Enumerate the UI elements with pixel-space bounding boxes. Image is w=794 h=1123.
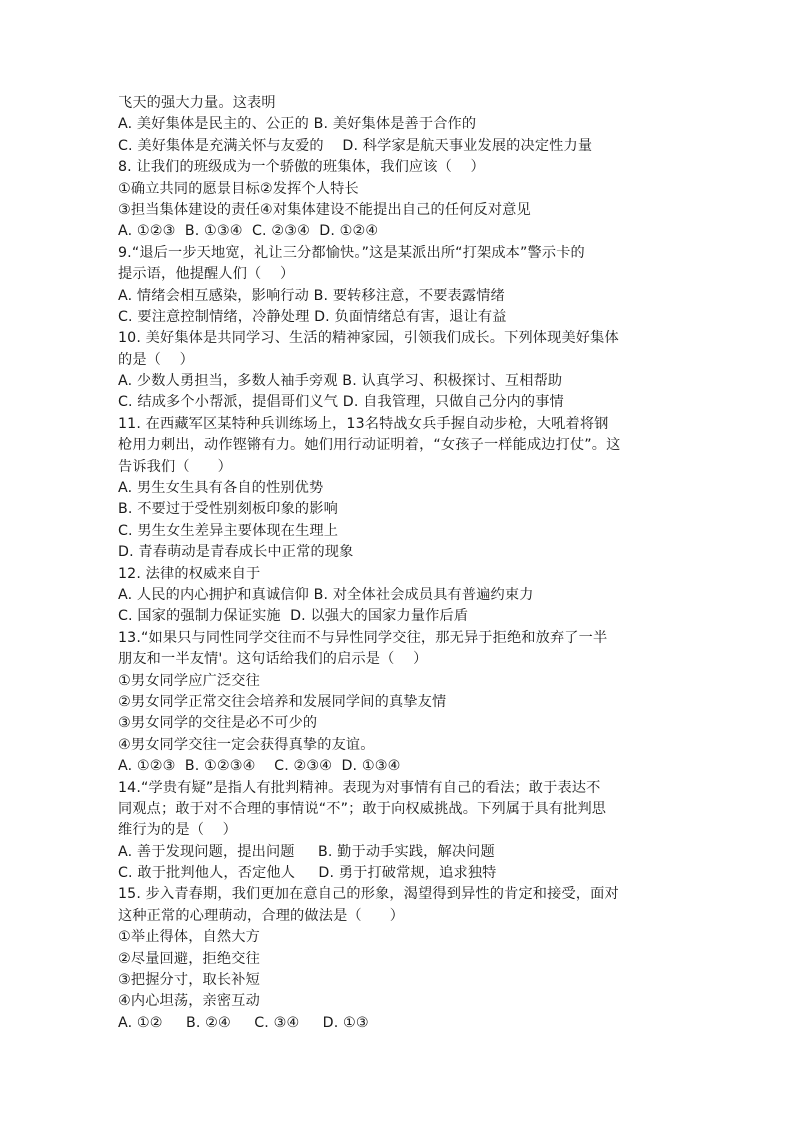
question-15: 15. 步入青春期，我们更加在意自己的形象，渴望得到异性的肯定和接受，面对 [118, 886, 619, 903]
text-line: 同观点；敢于对不合理的事情说“不”；敢于向权威挑战。下列属于具有批判思 [118, 800, 607, 817]
option-line: A. 善于发现问题，提出问题 B. 勤于动手实践，解决问题 [118, 843, 495, 860]
option-line: A. ①②③ B. ①③④ C. ②③④ D. ①②④ [118, 223, 379, 240]
option-line: A. 人民的内心拥护和真诚信仰 B. 对全体社会成员具有普遍约束力 [118, 586, 534, 603]
statement-line: ②男女同学正常交往会培养和发展同学间的真挚友情 [118, 693, 447, 710]
statement-line: ③把握分寸，取长补短 [118, 972, 260, 989]
option-line: C. 国家的强制力保证实施 D. 以强大的国家力量作后盾 [118, 608, 469, 625]
question-9: 9.“退后一步天地宽，礼让三分都愉快。”这是某派出所“打架成本”警示卡的 [118, 244, 585, 261]
text-line: 维行为的是（ ） [118, 822, 238, 839]
option-line: A. ①②③ B. ①②③④ C. ②③④ D. ①③④ [118, 758, 401, 775]
question-11: 11. 在西藏军区某特种兵训练场上，13名特战女兵手握自动步枪，大吼着将钢 [118, 415, 609, 432]
statement-line: ③男女同学的交往是必不可少的 [118, 715, 318, 732]
statement-line: ①确立共同的愿景目标②发挥个人特长 [118, 180, 359, 197]
statement-line: ①举止得体，自然大方 [118, 929, 260, 946]
statement-line: ④内心坦荡，亲密互动 [118, 993, 260, 1010]
text-line: 朋友和一半友情'。这句话给我们的启示是（ ） [118, 651, 428, 668]
statement-line: ④男女同学交往一定会获得真挚的友谊。 [118, 736, 375, 753]
exam-page [118, 93, 688, 1034]
option-line: A. 男生女生具有各自的性别优势 [118, 480, 324, 497]
option-line: A. 情绪会相互感染，影响行动 B. 要转移注意，不要表露情绪 [118, 287, 505, 304]
text-line: 枪用力刺出，动作铿锵有力。她们用行动证明着，“女孩子一样能成边打仗”。这 [118, 437, 621, 454]
question-12: 12. 法律的权威来自于 [118, 565, 261, 582]
option-line: C. 敢于批判他人，否定他人 D. 勇于打破常规，追求独特 [118, 865, 497, 882]
text-line: 提示语，他提醒人们（ ） [118, 266, 295, 283]
text-line: 告诉我们（ ） [118, 458, 232, 475]
text-line: 的是（ ） [118, 351, 194, 368]
question-14: 14.“学贵有疑”是指人有批判精神。表现为对事情有自己的看法；敢于表达不 [118, 779, 601, 796]
option-line: C. 男生女生差异主要体现在生理上 [118, 522, 339, 539]
statement-line: ①男女同学应广泛交往 [118, 672, 260, 689]
option-line: A. 美好集体是民主的、公正的 B. 美好集体是善于合作的 [118, 116, 477, 133]
question-13: 13.“如果只与同性同学交往而不与异性同学交往，那无异于拒绝和放弃了一半 [118, 629, 608, 646]
question-8: 8. 让我们的班级成为一个骄傲的班集体，我们应该（ ） [118, 159, 485, 176]
option-line: D. 青春萌动是青春成长中正常的现象 [118, 544, 354, 561]
question-10: 10. 美好集体是共同学习、生活的精神家园，引领我们成长。下列体现美好集体 [118, 330, 619, 347]
option-line: B. 不要过于受性别刻板印象的影响 [118, 501, 338, 518]
option-line: C. 要注意控制情绪，冷静处理 D. 负面情绪总有害，退让有益 [118, 308, 507, 325]
option-line: A. ①② B. ②④ C. ③④ D. ①③ [118, 1014, 369, 1031]
option-line: C. 美好集体是充满关怀与友爱的 D. 科学家是航天事业发展的决定性力量 [118, 137, 593, 154]
option-line: A. 少数人勇担当，多数人袖手旁观 B. 认真学习、积极探讨、互相帮助 [118, 373, 563, 390]
option-line: C. 结成多个小帮派，提倡哥们义气 D. 自我管理，只做自己分内的事情 [118, 394, 564, 411]
text-line: 这种正常的心理萌动，合理的做法是（ ） [118, 907, 405, 924]
statement-line: ③担当集体建设的责任④对集体建设不能提出自己的任何反对意见 [118, 201, 531, 218]
text-line: 飞天的强大力量。这表明 [118, 95, 276, 111]
statement-line: ②尽量回避，拒绝交往 [118, 950, 260, 967]
